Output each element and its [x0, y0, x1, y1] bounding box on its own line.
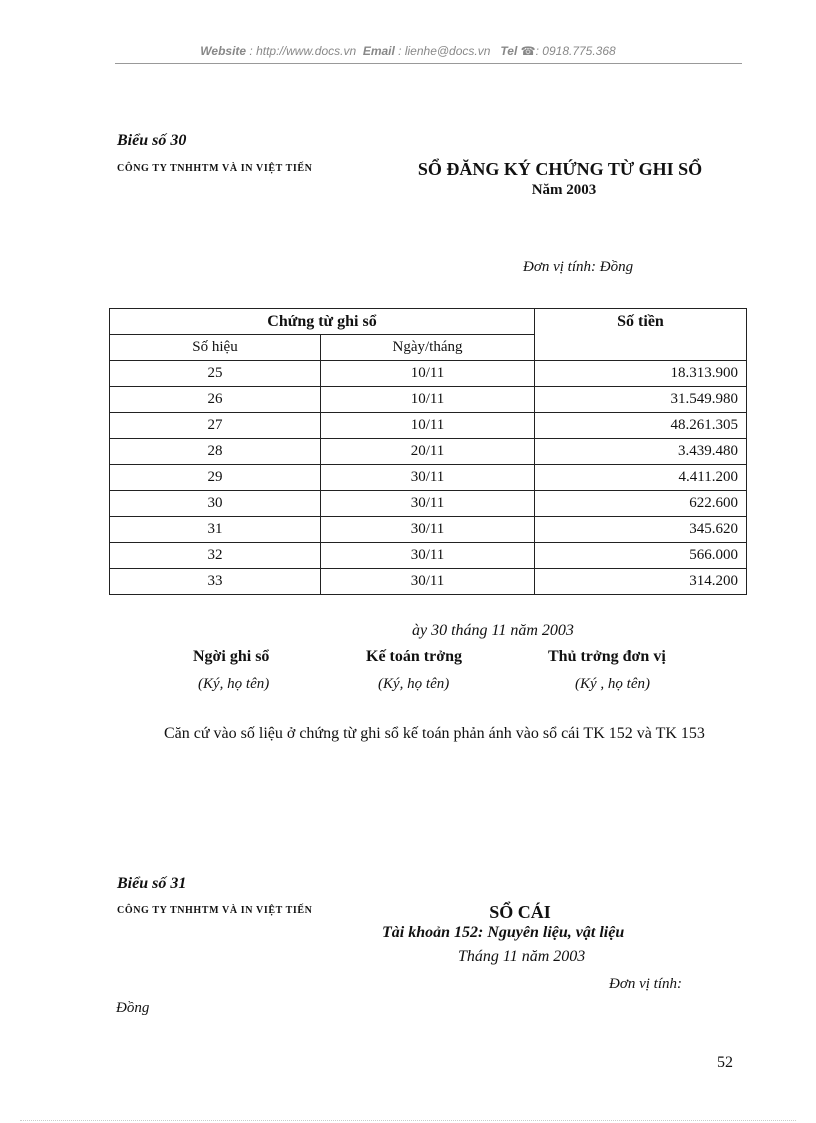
signature-title-chief-accountant: Kế toán trởng: [366, 648, 462, 665]
row-no: 33: [110, 569, 321, 595]
group-header: Chứng từ ghi sổ: [110, 309, 535, 335]
row-amount: 622.600: [535, 491, 747, 517]
signature-title-bookkeeper: Ngời ghi sổ: [193, 648, 270, 665]
row-no: 29: [110, 465, 321, 491]
tel-label: Tel: [500, 44, 518, 58]
signing-date: ày 30 tháng 11 năm 2003: [412, 622, 574, 639]
row-amount: 3.439.480: [535, 439, 747, 465]
register-year: Năm 2003: [531, 182, 597, 198]
row-date: 30/11: [321, 543, 535, 569]
row-amount: 31.549.980: [535, 387, 747, 413]
row-no: 28: [110, 439, 321, 465]
signature-note-chief-accountant: (Ký, họ tên): [378, 676, 450, 692]
body-paragraph: Căn cứ vào số liệu ở chứng từ ghi sổ kế toán phản ánh vào sổ cái TK 152 và TK 153: [164, 725, 705, 742]
row-date: 10/11: [321, 413, 535, 439]
form-label-31: Biểu số 31: [117, 875, 187, 892]
amount-header: Số tiền: [535, 309, 747, 361]
table-row: [110, 413, 747, 439]
row-amount: 48.261.305: [535, 413, 747, 439]
form-label-30: Biểu số 30: [117, 132, 187, 149]
email-label: Email: [362, 44, 395, 58]
date-header: Ngày/tháng: [321, 335, 535, 361]
row-amount: 566.000: [535, 543, 747, 569]
row-no: 31: [110, 517, 321, 543]
row-date: 30/11: [321, 465, 535, 491]
row-date: 30/11: [321, 517, 535, 543]
row-no: 25: [110, 361, 321, 387]
page-header: [0, 44, 816, 58]
email-address: : lienhe@docs.vn: [398, 44, 491, 58]
row-date: 10/11: [321, 387, 535, 413]
ledger-unit-label: Đơn vị tính:: [609, 976, 682, 992]
table-row: [110, 491, 747, 517]
row-no: 30: [110, 491, 321, 517]
ledger-unit-value: Đồng: [116, 1000, 150, 1016]
table-row: [110, 439, 747, 465]
no-header: Số hiệu: [110, 335, 321, 361]
register-table: [109, 308, 747, 595]
phone-icon: ☎: [520, 44, 536, 58]
register-title: SỔ ĐĂNG KÝ CHỨNG TỪ GHI SỔ: [417, 159, 703, 179]
row-date: 30/11: [321, 491, 535, 517]
account-name: Tài khoản 152: Nguyên liệu, vật liệu: [382, 924, 625, 941]
table-row: [110, 387, 747, 413]
page-number: 52: [717, 1054, 733, 1071]
table-row: [110, 543, 747, 569]
row-date: 10/11: [321, 361, 535, 387]
table-row: [110, 361, 747, 387]
table-header-row: [110, 309, 747, 335]
row-amount: 18.313.900: [535, 361, 747, 387]
row-no: 27: [110, 413, 321, 439]
signature-title-director: Thủ trởng đơn vị: [548, 648, 666, 665]
signature-note-bookkeeper: (Ký, họ tên): [198, 676, 270, 692]
row-date: 20/11: [321, 439, 535, 465]
website-url: : http://www.docs.vn: [249, 44, 357, 58]
table-row: [110, 465, 747, 491]
row-no: 32: [110, 543, 321, 569]
row-amount: 4.411.200: [535, 465, 747, 491]
signature-note-director: (Ký , họ tên): [575, 676, 650, 692]
unit-label: Đơn vị tính: Đồng: [523, 259, 634, 275]
row-date: 30/11: [321, 569, 535, 595]
company-name: CÔNG TY TNHHTM VÀ IN VIỆT TIẾN: [117, 163, 313, 174]
table-row: [110, 569, 747, 595]
table-row: [110, 517, 747, 543]
tel-number: : 0918.775.368: [535, 44, 616, 58]
bottom-divider: [20, 1120, 796, 1121]
header-divider: [115, 63, 742, 64]
ledger-month: Tháng 11 năm 2003: [458, 948, 586, 965]
company-name: CÔNG TY TNHHTM VÀ IN VIỆT TIẾN: [117, 905, 313, 916]
row-no: 26: [110, 387, 321, 413]
ledger-title: SỔ CÁI: [489, 902, 551, 922]
website-label: Website: [200, 44, 247, 58]
row-amount: 314.200: [535, 569, 747, 595]
row-amount: 345.620: [535, 517, 747, 543]
